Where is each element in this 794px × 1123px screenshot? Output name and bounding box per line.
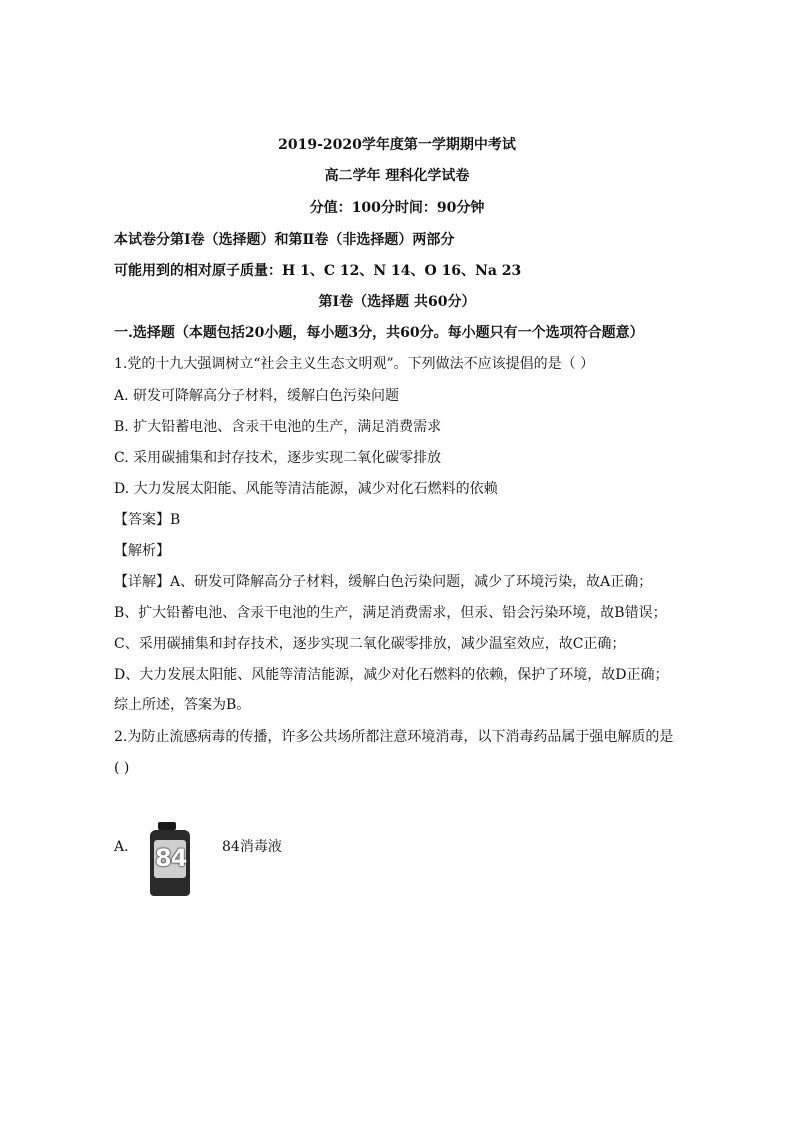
q2-option-a-letter: A. [114,839,129,855]
exam-title: 2019-2020学年度第一学期期中考试 [278,137,516,153]
q1-stem: 1.党的十九大强调树立“社会主义生态文明观”。下列做法不应该提倡的是（ ） [114,356,595,372]
q1-detail-b: B、扩大铅蓄电池、含汞干电池的生产，满足消费需求，但汞、铅会污染环境，故B错误； [114,605,667,621]
disinfectant-bottle-image [146,822,194,896]
q2-stem: 2.为防止流感病毒的传播，许多公共场所都注意环境消毒，以下消毒药品属于强电解质的是 [114,729,674,745]
q1-option-b: B. 扩大铅蓄电池、含汞干电池的生产，满足消费需求 [114,419,442,435]
bottle-digits: 84 [155,844,187,872]
q1-detail-a: 【详解】A、研发可降解高分子材料，缓解白色污染问题，减少了环境污染，故A正确； [114,574,653,590]
q1-analysis-label: 【解析】 [114,543,170,559]
bottle-cap [158,822,176,830]
q1-option-a: A. 研发可降解高分子材料，缓解白色污染问题 [114,388,400,404]
q2-option-a-text: 84消毒液 [222,839,282,855]
section-title: 一.选择题（本题包括20小题，每小题3分，共60分。每小题只有一个选项符合题意） [114,325,644,341]
q2-stem-paren: ( ) [114,760,130,776]
q1-option-d: D. 大力发展太阳能、风能等清洁能源，减少对化石燃料的依赖 [114,481,498,497]
q1-detail-d: D、大力发展太阳能、风能等清洁能源，减少对化石燃料的依赖，保护了环境，故D正确； [114,667,669,683]
q1-answer: 【答案】B [114,512,181,528]
exam-subtitle: 高二学年 理科化学试卷 [324,168,470,184]
bottle-body [150,830,190,896]
paper-structure: 本试卷分第Ⅰ卷（选择题）和第Ⅱ卷（非选择题）两部分 [114,232,455,248]
atomic-mass: 可能用到的相对原子质量：H 1、C 12、N 14、O 16、Na 23 [114,263,522,279]
part1-title: 第Ⅰ卷（选择题 共60分） [318,294,476,310]
q1-summary: 综上所述，答案为B。 [114,697,251,713]
q1-detail-c: C、采用碳捕集和封存技术，逐步实现二氧化碳零排放，减少温室效应，故C正确； [114,636,626,652]
q1-option-c: C. 采用碳捕集和封存技术，逐步实现二氧化碳零排放 [114,450,442,466]
score-time: 分值：100分时间：90分钟 [309,200,485,216]
